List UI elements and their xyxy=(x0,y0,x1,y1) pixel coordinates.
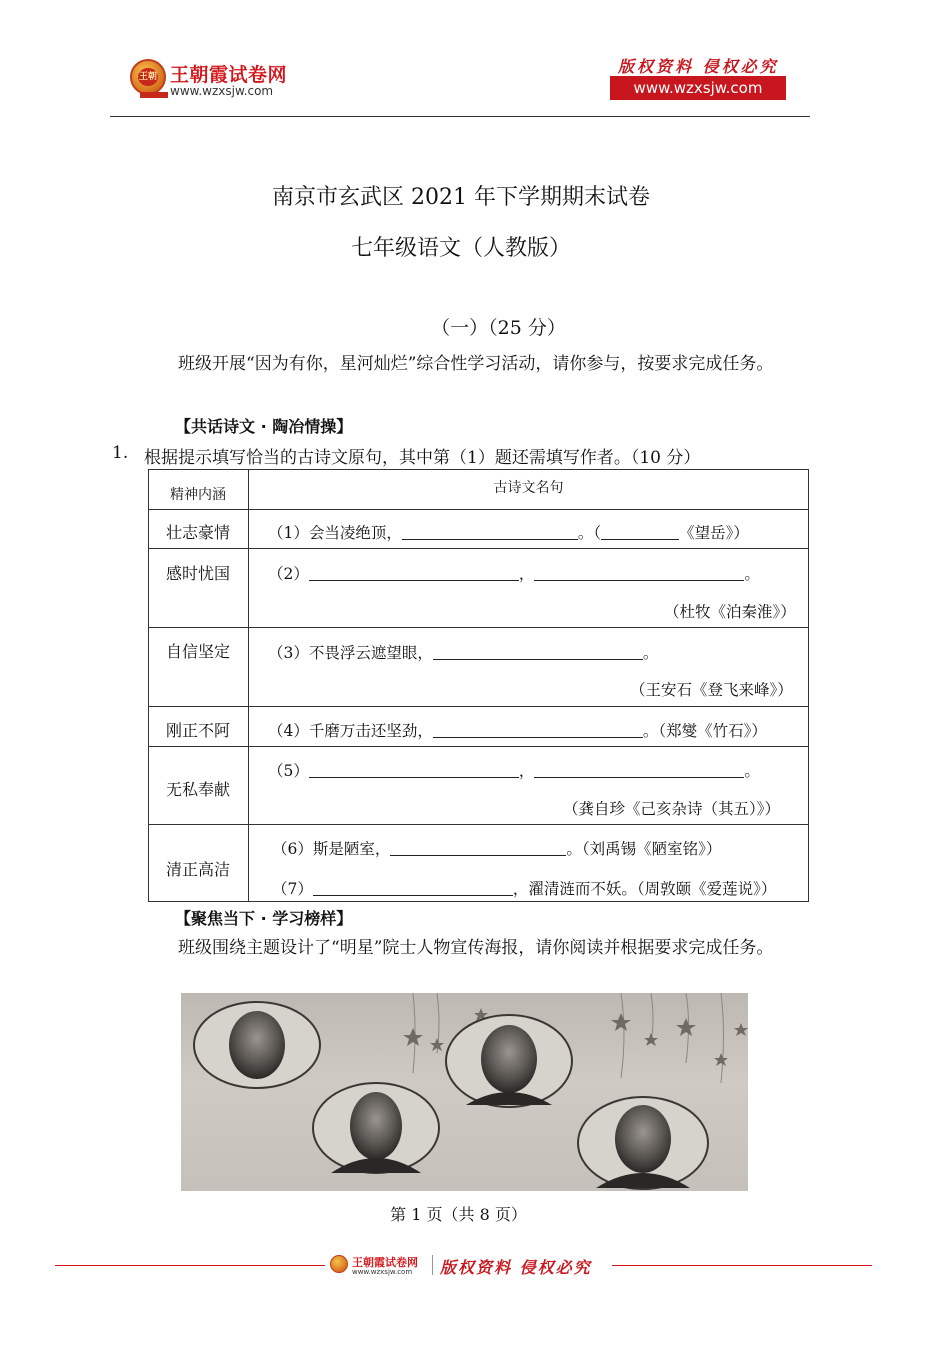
quote-line-7 xyxy=(272,877,776,899)
author-blank[interactable] xyxy=(601,539,679,540)
quote-line-5 xyxy=(268,759,760,781)
question-text: 根据提示填写恰当的古诗文原句，其中第（1）题还需填写作者。（10 分） xyxy=(144,448,701,468)
table-column-divider xyxy=(248,469,249,902)
copyright-url-box[interactable]: www.wzxsjw.com xyxy=(610,76,786,100)
quote-line-3 xyxy=(268,641,658,663)
footer-rule-left xyxy=(55,1265,325,1266)
quote-tail: 。（郑燮《竹石》） xyxy=(642,722,767,740)
footer-separator xyxy=(432,1255,433,1275)
quote-prompt: （5） xyxy=(268,762,309,780)
logo-badge-text: 王朝 xyxy=(138,68,158,86)
footer-copyright: 版权资料 侵权必究 xyxy=(440,1258,592,1277)
answer-blank[interactable] xyxy=(534,580,744,581)
quote-prompt: （1）会当凌绝顶， xyxy=(268,524,402,542)
quote-end: 。 xyxy=(744,565,760,583)
answer-blank[interactable] xyxy=(309,777,519,778)
page-number: 第 1 页（共 8 页） xyxy=(390,1205,527,1224)
portrait-frame-2 xyxy=(313,1083,439,1173)
site-name: 王朝霞试卷网 xyxy=(170,64,288,86)
site-logo-badge xyxy=(130,59,166,95)
row-label: 感时忧国 xyxy=(165,564,230,583)
table-row-divider xyxy=(148,824,809,825)
row-label: 刚正不阿 xyxy=(165,721,230,740)
footer-site-name: 王朝霞试卷网 xyxy=(352,1256,418,1269)
quote-end: 。 xyxy=(744,762,760,780)
quote-prompt: （3）不畏浮云遮望眼， xyxy=(268,644,433,662)
exam-subtitle: 七年级语文（人教版） xyxy=(350,236,571,261)
answer-blank[interactable] xyxy=(313,895,513,896)
row-label: 壮志豪情 xyxy=(165,523,230,542)
quote-line-6 xyxy=(272,837,721,859)
quote-prompt: （2） xyxy=(268,565,309,583)
quote-sep: ， xyxy=(518,565,535,583)
table-row-divider xyxy=(148,509,809,510)
row-label: 无私奉献 xyxy=(165,780,230,799)
quote-source: （王安石《登飞来峰》） xyxy=(630,681,793,699)
quote-sep: ， xyxy=(518,762,535,780)
table-header-spirit: 精神内涵 xyxy=(170,487,226,503)
footer-logo-badge xyxy=(330,1255,348,1273)
quote-prompt: （6）斯是陋室， xyxy=(272,840,391,858)
quote-line-4 xyxy=(268,719,767,741)
section-heading: （一）（25 分） xyxy=(431,317,566,339)
poster-graphic xyxy=(181,993,748,1191)
activity-intro: 班级开展“因为有你，星河灿烂”综合性学习活动，请你参与，按要求完成任务。 xyxy=(178,354,774,374)
quote-end: 。 xyxy=(642,644,659,662)
quote-tail: 。（刘禹锡《陋室铭》） xyxy=(566,840,722,858)
quote-line-1 xyxy=(268,521,749,543)
copyright-notice: 版权资料 侵权必究 xyxy=(618,57,779,76)
quote-tail: 《望岳》） xyxy=(679,524,749,542)
quote-prompt: （7） xyxy=(272,880,313,898)
answer-blank[interactable] xyxy=(309,580,519,581)
part2-intro: 班级围绕主题设计了“明星”院士人物宣传海报，请你阅读并根据要求完成任务。 xyxy=(178,938,774,958)
portrait-frame-1 xyxy=(194,1002,320,1088)
table-row-divider xyxy=(148,746,809,747)
answer-blank[interactable] xyxy=(534,777,744,778)
row-label: 自信坚定 xyxy=(165,642,230,661)
quote-source: （龚自珍《己亥杂诗（其五）》） xyxy=(563,800,781,818)
quote-mid: 。（ xyxy=(577,524,602,542)
table-header-quotes: 古诗文名句 xyxy=(493,480,564,496)
table-row-divider xyxy=(148,548,809,549)
site-url[interactable]: www.wzxsjw.com xyxy=(170,84,274,98)
part1-heading: 【共话诗文 · 陶冶情操】 xyxy=(175,417,353,436)
answer-blank[interactable] xyxy=(433,737,643,738)
footer-rule-right xyxy=(612,1265,872,1266)
footer-site-url[interactable]: www.wzxsjw.com xyxy=(352,1268,413,1276)
table-row-divider xyxy=(148,706,809,707)
header-divider xyxy=(110,116,810,117)
portrait-frame-3 xyxy=(446,1015,572,1107)
academician-poster xyxy=(181,993,748,1191)
answer-blank[interactable] xyxy=(390,855,566,856)
answer-blank[interactable] xyxy=(402,539,578,540)
part2-heading: 【聚焦当下 · 学习榜样】 xyxy=(175,909,353,928)
quote-prompt: （4）千磨万击还坚劲， xyxy=(268,722,433,740)
logo-ribbon xyxy=(140,92,168,98)
portrait-frame-4 xyxy=(578,1097,708,1189)
question-number: 1. xyxy=(112,443,129,463)
row-label: 清正高洁 xyxy=(165,860,230,879)
exam-title: 南京市玄武区 2021 年下学期期末试卷 xyxy=(272,185,650,210)
quote-tail: ，濯清涟而不妖。（周敦颐《爱莲说》） xyxy=(512,880,777,898)
quote-line-2 xyxy=(268,562,760,584)
answer-blank[interactable] xyxy=(433,659,643,660)
quote-source: （杜牧《泊秦淮》） xyxy=(664,603,796,621)
table-row-divider xyxy=(148,627,809,628)
